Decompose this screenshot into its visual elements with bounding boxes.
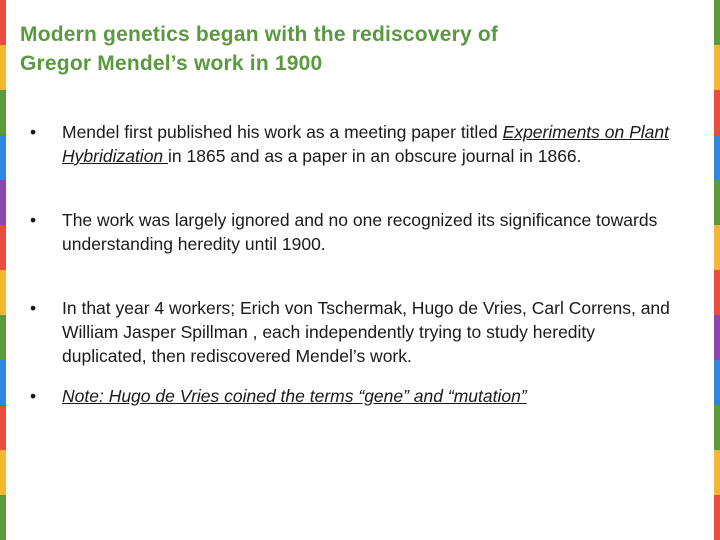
- color-strip-segment: [714, 315, 720, 360]
- bullet-marker: •: [30, 386, 37, 406]
- color-strip-segment: [714, 135, 720, 180]
- color-strip-segment: [714, 495, 720, 540]
- bullet-item-ignored: [30, 208, 670, 256]
- bullet-marker: •: [30, 210, 37, 230]
- left-color-strip: [0, 0, 6, 540]
- paper-title-link[interactable]: Experiments on Plant Hybridization: [62, 122, 669, 166]
- title-line-2: Gregor Mendel’s work in 1900: [20, 52, 323, 75]
- color-strip-segment: [0, 135, 6, 180]
- color-strip-segment: [714, 360, 720, 405]
- bullet-marker: •: [30, 298, 37, 318]
- bullet-item-note: [30, 384, 670, 408]
- color-strip-segment: [0, 315, 6, 360]
- bullet-text: In that year 4 workers; Erich von Tschermak, Hugo de Vries, Carl Correns, and William Jasper Spillman , each independently trying to study heredity duplicated, then rediscovered Mendel’s work.: [62, 298, 670, 366]
- color-strip-segment: [714, 450, 720, 495]
- color-strip-segment: [714, 45, 720, 90]
- color-strip-segment: [0, 450, 6, 495]
- color-strip-segment: [714, 0, 720, 45]
- bullet-text-end: in 1865 and as a paper in an obscure journal in 1866.: [168, 146, 582, 166]
- color-strip-segment: [0, 360, 6, 405]
- color-strip-segment: [0, 45, 6, 90]
- color-strip-segment: [0, 0, 6, 45]
- bullet-list: [30, 120, 670, 408]
- bullet-text: The work was largely ignored and no one recognized its significance towards understanding heredity until 1900.: [62, 210, 658, 254]
- color-strip-segment: [0, 180, 6, 225]
- bullet-item-publication: [30, 120, 670, 168]
- note-link[interactable]: Note: Hugo de Vries coined the terms “gene” and “mutation”: [62, 386, 527, 406]
- color-strip-segment: [0, 495, 6, 540]
- slide-title: [20, 20, 680, 78]
- color-strip-segment: [0, 225, 6, 270]
- color-strip-segment: [714, 90, 720, 135]
- bullet-marker: •: [30, 122, 37, 142]
- color-strip-segment: [0, 270, 6, 315]
- color-strip-segment: [714, 270, 720, 315]
- color-strip-segment: [0, 405, 6, 450]
- right-color-strip: [714, 0, 720, 540]
- bullet-item-rediscovery: [30, 296, 670, 368]
- color-strip-segment: [0, 90, 6, 135]
- color-strip-segment: [714, 405, 720, 450]
- color-strip-segment: [714, 225, 720, 270]
- bullet-text: Mendel first published his work as a meeting paper titled: [62, 122, 503, 142]
- title-line-1: Modern genetics began with the rediscovery of: [20, 23, 499, 46]
- color-strip-segment: [714, 180, 720, 225]
